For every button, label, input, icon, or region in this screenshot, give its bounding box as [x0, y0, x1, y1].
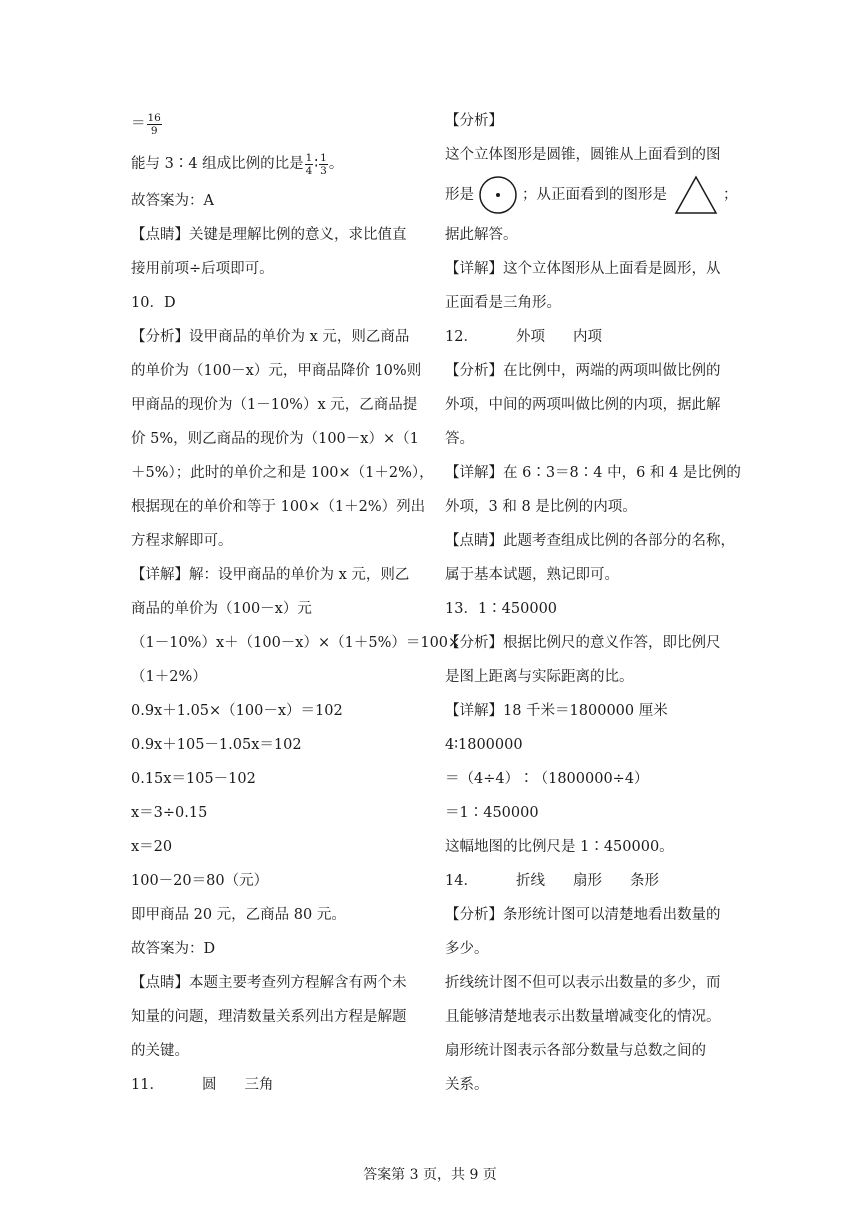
analysis-line: 且能够清楚地表示出数量增减变化的情况。: [445, 1009, 721, 1025]
analysis-line: 【分析】根据比例尺的意义作答，即比例尺: [445, 635, 721, 651]
solution-line: 【详解】18 千米＝1800000 厘米: [445, 703, 668, 719]
equals-sign: ＝: [131, 116, 146, 132]
analysis-line: 甲商品的现价为（1－10%）x 元，乙商品提: [131, 397, 418, 413]
analysis-line: 是图上距离与实际距离的比。: [445, 669, 634, 685]
analysis-line: 方程求解即可。: [131, 533, 233, 549]
analysis-heading: 【分析】: [445, 113, 503, 129]
solution-line: 外项，3 和 8 是比例的内项。: [445, 499, 637, 515]
equation-line: （1－10%）x＋（100－x）×（1＋5%）＝100×: [131, 635, 461, 651]
analysis-line: 多少。: [445, 941, 489, 957]
solution-line: 正面看是三角形。: [445, 295, 561, 311]
line-fraction-result: [131, 104, 421, 144]
equation-line: 0.15x＝105－102: [131, 771, 256, 787]
fraction-1-3: $\frac{1}{3}$: [320, 151, 327, 177]
comment-line: 【点睛】关键是理解比例的意义，求比值直: [131, 227, 407, 243]
question-13-answer: 13．1∶450000: [445, 601, 558, 617]
analysis-line: 【分析】条形统计图可以清楚地看出数量的: [445, 907, 721, 923]
question-10-answer: 10．D: [131, 295, 176, 311]
question-11-answer: 11． 圆 三角: [131, 1077, 274, 1093]
analysis-line: 根据现在的单价和等于 100×（1＋2%）列出: [131, 499, 426, 515]
equation-line: 0.9x＋1.05×（100－x）＝102: [131, 703, 343, 719]
comment-line: 【点睛】此题考查组成比例的各部分的名称，: [445, 533, 735, 549]
question-12-answer: 12． 外项 内项: [445, 329, 602, 345]
comment-line: 知量的问题，理清数量关系列出方程是解题: [131, 1009, 407, 1025]
line-ratio-answer: 能与 3∶4 组成比例的比是 $\frac{1}{4}$ ∶ $\frac{1}{3}$ 。: [131, 151, 344, 177]
analysis-line: 外项，中间的两项叫做比例的内项，据此解: [445, 397, 721, 413]
analysis-line: 【分析】在比例中，两端的两项叫做比例的: [445, 363, 721, 379]
analysis-line: 【分析】设甲商品的单价为 x 元，则乙商品: [131, 329, 410, 345]
equation-line: 100－20＝80（元）: [131, 873, 269, 889]
equation-line: x＝3÷0.15: [131, 805, 208, 821]
analysis-line: 答。: [445, 431, 474, 447]
shape-line: 形是 ；从正面看到的图形是 ；: [445, 172, 745, 218]
analysis-line: 关系。: [445, 1077, 489, 1093]
question-14-answer: 14． 折线 扇形 条形: [445, 873, 659, 889]
analysis-line: ＋5%）；此时的单价之和是 100×（1＋2%），: [131, 465, 434, 481]
solution-line: 这幅地图的比例尺是 1∶450000。: [445, 839, 674, 855]
equation-line: 4∶1800000: [445, 737, 523, 753]
answer-line: 故答案为：A: [131, 193, 214, 209]
fraction-16-9: $\frac{16}{9}$: [147, 111, 161, 137]
equation-line: x＝20: [131, 839, 173, 855]
equation-line: ＝1∶450000: [445, 805, 539, 821]
analysis-line: 的单价为（100－x）元，甲商品降价 10%则: [131, 363, 422, 379]
fraction-1-4: $\frac{1}{4}$: [305, 151, 313, 177]
page-footer: 答案第 3 页，共 9 页: [363, 1167, 497, 1183]
left-column: [131, 104, 461, 1102]
analysis-line: 折线统计图不但可以表示出数量的多少，而: [445, 975, 721, 991]
analysis-line: 这个立体图形是圆锥，圆锥从上面看到的图: [445, 147, 721, 163]
analysis-line: 据此解答。: [445, 227, 518, 243]
equation-line: 0.9x＋105－1.05x＝102: [131, 737, 302, 753]
comment-line: 的关键。: [131, 1043, 189, 1059]
solution-line: 即甲商品 20 元，乙商品 80 元。: [131, 907, 346, 923]
equation-line: ＝（4÷4）∶（1800000÷4）: [445, 771, 649, 787]
comment-line: 接用前项÷后项即可。: [131, 261, 274, 277]
analysis-line: 扇形统计图表示各部分数量与总数之间的: [445, 1043, 706, 1059]
solution-line: 商品的单价为（100－x）元: [131, 601, 312, 617]
analysis-line: 价 5%，则乙商品的现价为（100－x）×（1: [131, 431, 419, 447]
equation-line: （1＋2%）: [131, 669, 207, 685]
comment-line: 属于基本试题，熟记即可。: [445, 567, 619, 583]
solution-line: 【详解】在 6∶3＝8∶4 中，6 和 4 是比例的: [445, 465, 741, 481]
solution-line: 【详解】解：设甲商品的单价为 x 元，则乙: [131, 567, 410, 583]
right-column: [445, 104, 745, 1102]
answer-line: 故答案为：D: [131, 941, 216, 957]
comment-line: 【点睛】本题主要考查列方程解含有两个未: [131, 975, 407, 991]
solution-line: 【详解】这个立体图形从上面看是圆形，从: [445, 261, 721, 277]
circle-with-dot-figure: [478, 175, 518, 215]
triangle-figure: [673, 174, 719, 216]
